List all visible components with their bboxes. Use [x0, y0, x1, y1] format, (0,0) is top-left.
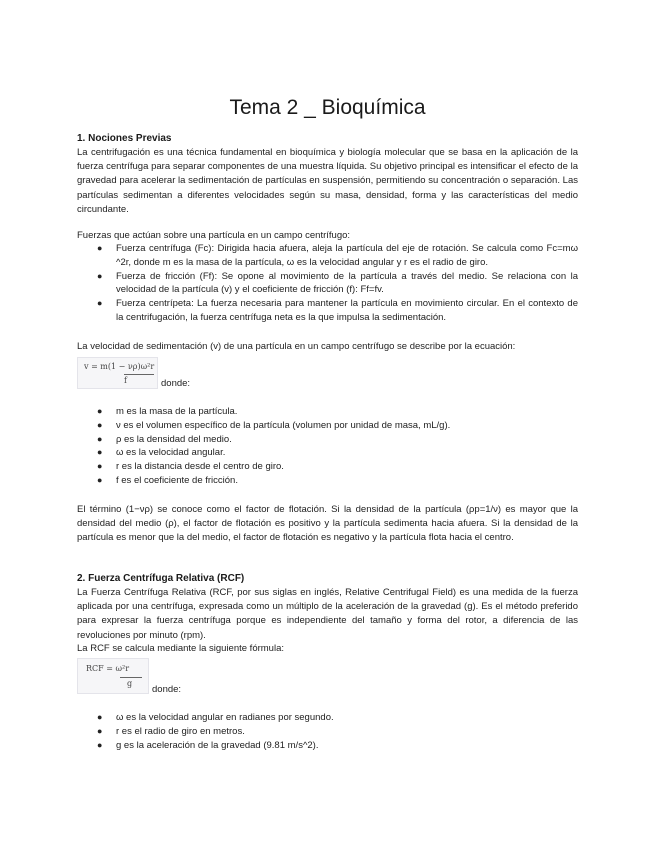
- list-item: ● ω es la velocidad angular en radianes por segundo.: [97, 712, 334, 723]
- rcf-formula-image: [77, 658, 149, 694]
- bullet-icon: ●: [97, 406, 103, 416]
- velocity-intro: La velocidad de sedimentación (v) de una partícula en un campo centrífugo se describe por la ecuación:: [77, 341, 516, 352]
- list-item: ● Fuerza centrípeta: La fuerza necesaria para mantener la partícula en movimiento circular. En el contexto de la centrifugación, la fuerza centrífuga neta es la que impulsa la sedimentación.: [97, 298, 578, 323]
- forces-intro: Fuerzas que actúan sobre una partícula en un campo centrífugo:: [77, 230, 351, 241]
- rcf-variables-list: [77, 711, 578, 752]
- bullet-icon: ●: [97, 447, 103, 458]
- variables-list: [77, 405, 578, 488]
- list-item: ● Fuerza centrífuga (Fc): Dirigida hacia afuera, aleja la partícula del eje de rotación. Se calcula como Fc=mω ^2r, donde m es la masa de la partícula, ω es la velocidad angular y r es el radio de giro.: [97, 243, 578, 268]
- formula-denominator: f: [124, 376, 127, 385]
- flotation-paragraph: El término (1−νρ) se conoce como el factor de flotación. Si la densidad de la partícula (ρp=1/ν) es mayor que la densidad del medio (ρ), el factor de flotación es positivo y la partícula sedimenta hacia afuera. Si la densidad de la partícula es menor que la del medio, el factor de flotación es negativo y la partícula flota hacia el centro.: [77, 504, 578, 544]
- page-title: Tema 2 _ Bioquímica: [229, 96, 426, 119]
- forces-list: [77, 242, 578, 325]
- fraction-bar: [124, 374, 154, 375]
- section-heading-nociones: 1. Nociones Previas: [77, 133, 172, 144]
- bullet-icon: ●: [97, 433, 103, 444]
- donde-label: donde:: [152, 684, 182, 695]
- list-item: ● g es la aceleración de la gravedad (9.81 m/s^2).: [97, 739, 319, 751]
- bullet-icon: ●: [97, 270, 103, 281]
- bullet-icon: ●: [97, 712, 103, 722]
- list-item: ● Fuerza de fricción (Ff): Se opone al movimiento de la partícula a través del medio. Se relaciona con la velocidad de la partícula (v) y el coeficiente de fricción (f): Ff=fv.: [97, 270, 578, 296]
- formula-denominator: g: [127, 679, 133, 688]
- donde-label: donde:: [161, 378, 191, 389]
- formula-numerator: RCF = ω²r: [86, 664, 130, 673]
- sedimentation-formula-image: [77, 357, 158, 389]
- formula-numerator: v = m(1 − νρ)ω²r: [84, 362, 155, 371]
- fraction-bar: [120, 677, 142, 678]
- list-item: ● ω es la velocidad angular.: [97, 447, 226, 459]
- bullet-icon: ●: [97, 739, 103, 750]
- bullet-icon: ●: [97, 298, 103, 309]
- bullet-icon: ●: [97, 461, 103, 472]
- list-item: ● r es la distancia desde el centro de giro.: [97, 461, 284, 473]
- section-heading-rcf: 2. Fuerza Centrífuga Relativa (RCF): [77, 573, 245, 584]
- list-item: ● r es el radio de giro en metros.: [97, 725, 245, 737]
- intro-paragraph: La centrifugación es una técnica fundamental en bioquímica y biología molecular que se basa en la aplicación de la fuerza centrífuga para separar componentes de una muestra líquida. Su objetivo principal es intensificar el efecto de la gravedad para acelerar la sedimentación de partículas en suspensión, permitiendo su concentración o separación. Las partículas sedimentan a diferentes velocidades según su masa, densidad, forma y las características del medio circundante.: [77, 147, 578, 215]
- bullet-icon: ●: [97, 725, 103, 736]
- rcf-formula-intro: La RCF se calcula mediante la siguiente fórmula:: [77, 643, 284, 654]
- list-item: ● ν es el volumen específico de la partícula (volumen por unidad de masa, mL/g).: [97, 419, 451, 431]
- bullet-icon: ●: [97, 474, 103, 485]
- bullet-icon: ●: [97, 419, 103, 430]
- list-item: ● ρ es la densidad del medio.: [97, 433, 232, 445]
- rcf-intro-paragraph: La Fuerza Centrífuga Relativa (RCF, por sus siglas en inglés, Relative Centrifugal Field) es una medida de la fuerza aplicada por una centrífuga, expresada como un múltiplo de la aceleración de la gravedad (g). Es el método preferido para expresar la fuerza centrífuga porque es independiente del tamaño y forma del rotor, a diferencia de las revoluciones por minuto (rpm).: [77, 587, 578, 641]
- bullet-icon: ●: [97, 243, 103, 253]
- list-item: ● m es la masa de la partícula.: [97, 406, 238, 417]
- list-item: ● f es el coeficiente de fricción.: [97, 474, 238, 486]
